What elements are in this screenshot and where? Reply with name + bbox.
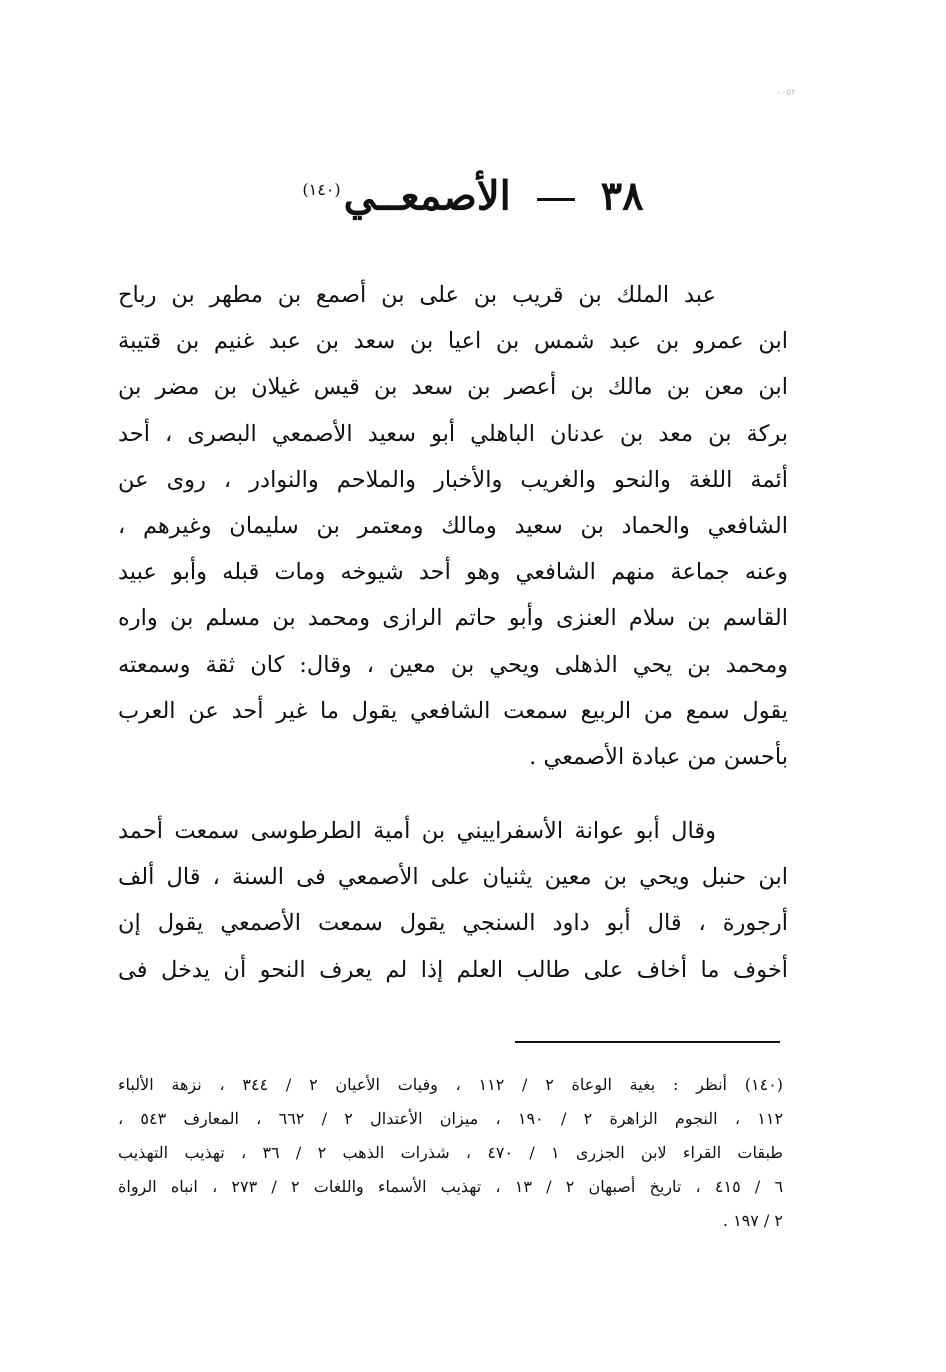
text-line: أئمة اللغة والنحو والغريب والأخبار والملاحم والنوادر ، روى عن (118, 466, 788, 493)
page-corner-mark: ٠٠٥٢ (776, 88, 796, 98)
text-line: ابن معن بن مالك بن أعصر بن سعد بن قيس غيلان بن مضر بن (118, 374, 788, 401)
footnote-line: ١١٢ ، النجوم الزاهرة ٢ / ١٩٠ ، ميزان الأعتدال ٢ / ٦٦٢ ، المعارف ٥٤٣ ، (118, 1109, 784, 1128)
entry-heading (120, 162, 826, 224)
footnote-line: طبقات القراء لابن الجزرى ١ / ٤٧٠ ، شذرات الذهب ٢ / ٣٦ ، تهذيب التهذيب (118, 1143, 784, 1162)
footnote-line: (١٤٠) أنظر : بغية الوعاة ٢ / ١١٢ ، وفيات الأعيان ٢ / ٣٤٤ ، نزهة الألباء (118, 1075, 784, 1094)
text-line: ابن حنبل ويحي بن معين يثنيان على الأصمعي فى السنة ، قال ألف (118, 864, 788, 891)
text-line: عبد الملك بن قريب بن على بن أصمع بن مطهر بن رباح (118, 282, 716, 308)
footnote-divider (515, 1041, 780, 1043)
text-line: الشافعي والحماد بن سعيد ومالك ومعتمر بن سليمان وغيرهم ، (118, 512, 788, 539)
text-line: ومحمد بن يحي الذهلى ويحي بن معين ، وقال: كان ثقة وسمعته (118, 651, 788, 678)
entry-title: الأصمعــي (343, 172, 511, 220)
text-line: القاسم بن سلام العنزى وأبو حاتم الرازى ومحمد بن مسلم بن واره (118, 605, 788, 632)
footnote-line: ٦ / ٤١٥ ، تاريخ أصبهان ٢ / ١٣ ، تهذيب الأسماء واللغات ٢ / ٢٧٣ ، انباه الرواة (118, 1177, 784, 1196)
footnote-line: ٢ / ١٩٧ . (722, 1211, 783, 1230)
text-line: وعنه جماعة منهم الشافعي وهو أحد شيوخه ومات قبله وأبو عبيد (118, 559, 788, 586)
text-line: أرجورة ، قال أبو داود السنجي يقول سمعت الأصمعي يقول إن (118, 910, 788, 937)
paragraph-2 (118, 808, 788, 993)
text-line: أخوف ما أخاف على طالب العلم إذا لم يعرف النحو أن يدخل فى (118, 956, 788, 983)
text-line: بأحسن من عبادة الأصمعي . (529, 743, 788, 770)
footnote (118, 1068, 783, 1238)
text-line: يقول سمع من الربيع سمعت الشافعي يقول ما غير أحد عن العرب (118, 697, 788, 724)
text-line: وقال أبو عوانة الأسفراييني بن أمية الطرطوسى سمعت أحمد (118, 818, 716, 844)
heading-footnote-ref: (١٤٠) (302, 180, 341, 199)
entry-number: ٣٨ (600, 172, 644, 220)
text-line: ابن عمرو بن عبد شمس بن اعيا بن سعد بن عبد غنيم بن قتيبة (118, 328, 788, 355)
text-line: بركة بن معد بن عدنان الباهلي أبو سعيد الأصمعي البصرى ، أحد (118, 420, 788, 447)
heading-dash (537, 198, 575, 201)
paragraph-1 (118, 272, 788, 780)
